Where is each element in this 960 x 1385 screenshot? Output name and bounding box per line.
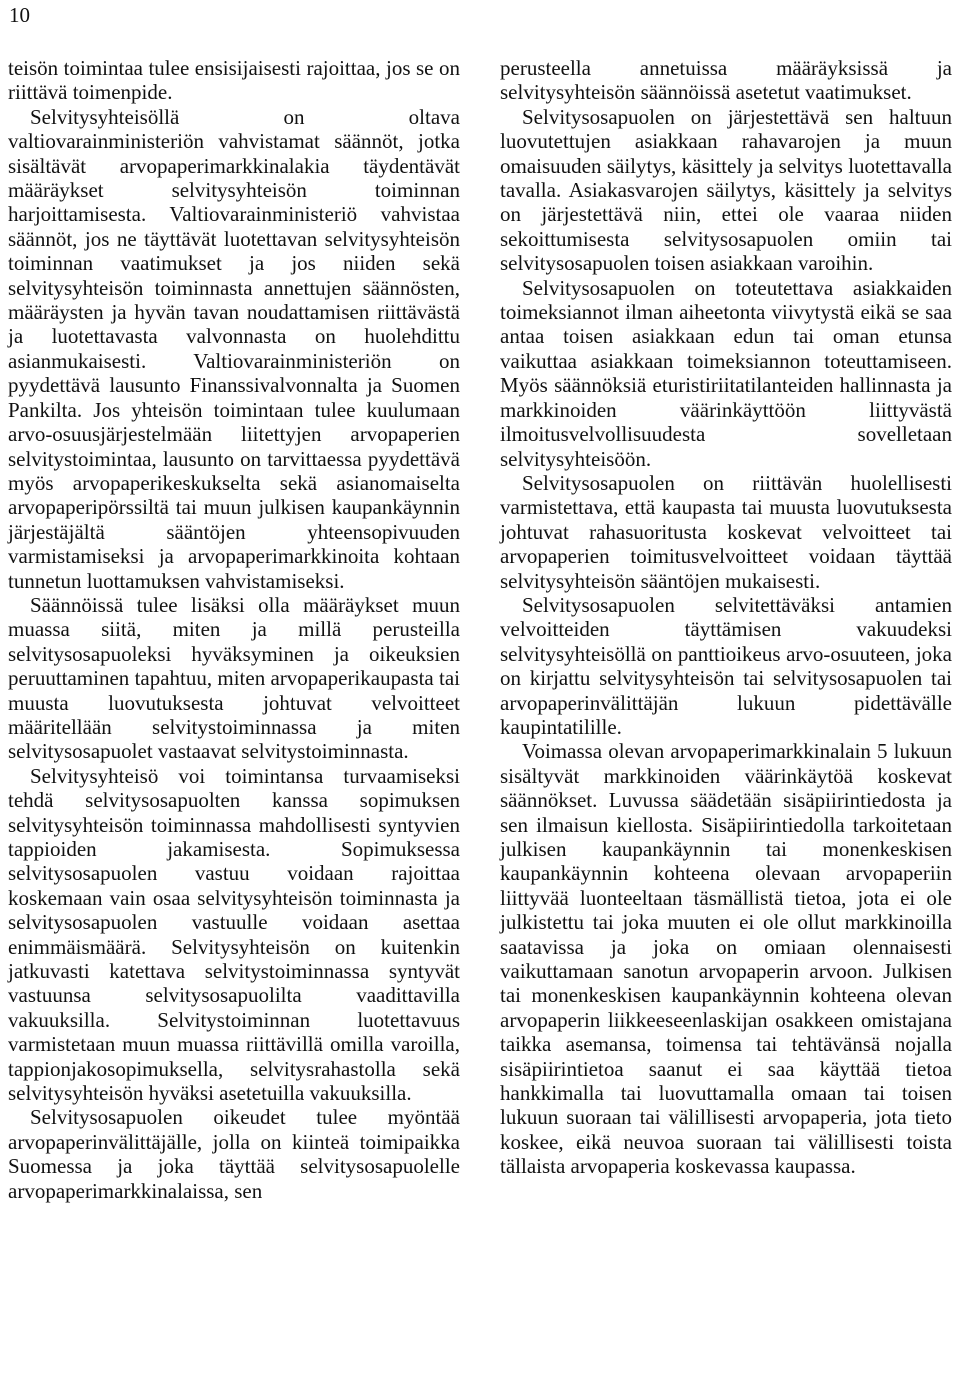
paragraph: Selvitysosapuolen oikeudet tulee myöntää arvopaperinvälittäjälle, jolla on kiinteä toimipaikka Suomessa ja joka täyttää selvitysosapuolelle arvopaperimarkkinalaissa, sen bbox=[8, 1105, 460, 1203]
paragraph: Säännöissä tulee lisäksi olla määräykset muun muassa siitä, miten ja millä perusteilla selvitysosapuoleksi hyväksyminen ja oikeuksien peruuttaminen tapahtuu, miten arvopaperikaupasta tai muusta luovutuksesta johtuvat velvoitteet määritellään selvitystoiminnassa ja miten selvitysosapuolet vastaavat selvitystoiminnasta. bbox=[8, 592, 460, 764]
left-column bbox=[8, 56, 460, 1203]
paragraph: Selvitysosapuolen on toteutettava asiakkaiden toimeksiannot ilman aiheetonta viivytystä eikä se saa antaa toisen asiakkaan edun tai oman etunsa vaikuttaa asiakkaan toimeksiannon toteuttamiseen. Myös säännöksiä eturistiriitatilanteiden hallinnasta ja markkinoiden väärinkäyttöön liittyvästä ilmoitusvelvollisuudesta sovelletaan selvitysyhteisöön. bbox=[500, 275, 952, 471]
page-number: 10 bbox=[9, 3, 30, 27]
paragraph: Selvitysosapuolen on järjestettävä sen haltuun luovutettujen asiakkaan rahavarojen ja muun omaisuuden säilytys, käsittely ja selvitys luotettavalla tavalla. Asiakasvarojen säilytys, käsittely ja selvitys on järjestettävä niin, ettei ole vaaraa niiden sekoittumisesta selvitysosapuolen omiin tai selvitysosapuolen toisen asiakkaan varoihin. bbox=[500, 104, 952, 276]
right-column bbox=[500, 56, 952, 1179]
paragraph: Selvitysyhteisö voi toimintansa turvaamiseksi tehdä selvitysosapuolten kanssa sopimuksen selvitysyhteisön toiminnassa mahdollisesti syntyvien tappioiden jakamisesta. Sopimuksessa selvitysosapuolen vastuu voidaan rajoittaa koskemaan vain osaa selvitysyhteisön toiminnasta ja selvitysosapuolen vastuulle voidaan asettaa enimmäismäärä. Selvitysyhteisön on kuitenkin jatkuvasti katettava selvitystoiminnassa syntyvät vastuunsa selvitysosapuolilta vaadittavilla vakuuksilla. Selvitystoiminnan luotettavuus varmistetaan muun muassa riittävillä omilla varoilla, tappionjakosopimuksella, selvitysrahastolla sekä selvitysyhteisön hyväksi asetetuilla vakuuksilla. bbox=[8, 763, 460, 1106]
paragraph: perusteella annetuissa määräyksissä ja selvitysyhteisön säännöissä asetetut vaatimukset. bbox=[500, 56, 952, 105]
paragraph: Selvitysyhteisöllä on oltava valtiovarainministeriön vahvistamat säännöt, jotka sisältävät arvopaperimarkkinalakia täydentävät määräykset selvitysyhteisön toiminnan harjoittamisesta. Valtiovarainministeriö vahvistaa säännöt, jos ne täyttävät luotettavan selvitysyhteisön toiminnan vaatimukset ja jos niiden sekä selvitysyhteisön toiminnasta annettujen säännösten, määräysten ja hyvän tavan noudattamisen riittävästä ja luotettavasta valvonnasta on huolehdittu asianmukaisesti. Valtiovarainministeriön on pyydettävä lausunto Finanssivalvonnalta ja Suomen Pankilta. Jos yhteisön toimintaan tulee kuulumaan arvo-osuusjärjestelmään liitettyjen arvopaperien selvitystoimintaa, lausunto on tarvittaessa pyydettävä myös arvopaperikeskukselta sekä asianomaiselta arvopaperipörssiltä tai muun julkisen kaupankäynnin järjestäjältä sääntöjen yhteensopivuuden varmistamiseksi ja arvopaperimarkkinoita kohtaan tunnetun luottamuksen vahvistamiseksi. bbox=[8, 104, 460, 593]
paragraph: teisön toimintaa tulee ensisijaisesti rajoittaa, jos se on riittävä toimenpide. bbox=[8, 56, 460, 105]
paragraph: Voimassa olevan arvopaperimarkkinalain 5 lukuun sisältyvät markkinoiden väärinkäytöä koskevat säännökset. Luvussa säädetään sisäpiirintiedosta ja sen ilmaisun kiellosta. Sisäpiirintiedolla tarkoitetaan julkisen kaupankäynnin tai monenkeskisen kaupankäynnin kohteena olevaan arvopaperiin liittyvää luonteeltaan täsmällistä tietoa, jota ei ole julkistettu tai joka muuten ei ole ollut markkinoilla saatavissa ja joka on omiaan olennaisesti vaikuttamaan sanotun arvopaperin arvoon. Julkisen tai monenkeskisen kaupankäynnin kohteena olevan arvopaperin liikkeeseenlaskijan osakkeen omistajana taikka asemansa, toimensa tai tehtävänsä nojalla sisäpiirintietoa saanut ei saa käyttää tietoa hankkimalla tai luovuttamalla omaan tai toisen lukuun suoraan tai välillisesti arvopaperia, jota tieto koskee, eikä neuvoa suoraan tai välillisesti toista tällaista arvopaperia koskevassa kaupassa. bbox=[500, 739, 952, 1179]
paragraph: Selvitysosapuolen on riittävän huolellisesti varmistettava, että kaupasta tai muusta luovutuksesta johtuvat rahasuoritusta koskevat velvoitteet tai arvopaperien toimitusvelvoitteet voidaan täyttää selvitysyhteisön sääntöjen mukaisesti. bbox=[500, 470, 952, 593]
paragraph: Selvitysosapuolen selvitettäväksi antamien velvoitteiden täyttämisen vakuudeksi selvitysyhteisöllä on panttioikeus arvo-osuuteen, joka on kirjattu selvitysyhteisön tai selvitysosapuolen tai arvopaperinvälittäjän lukuun pidettävälle kaupintatilille. bbox=[500, 592, 952, 739]
